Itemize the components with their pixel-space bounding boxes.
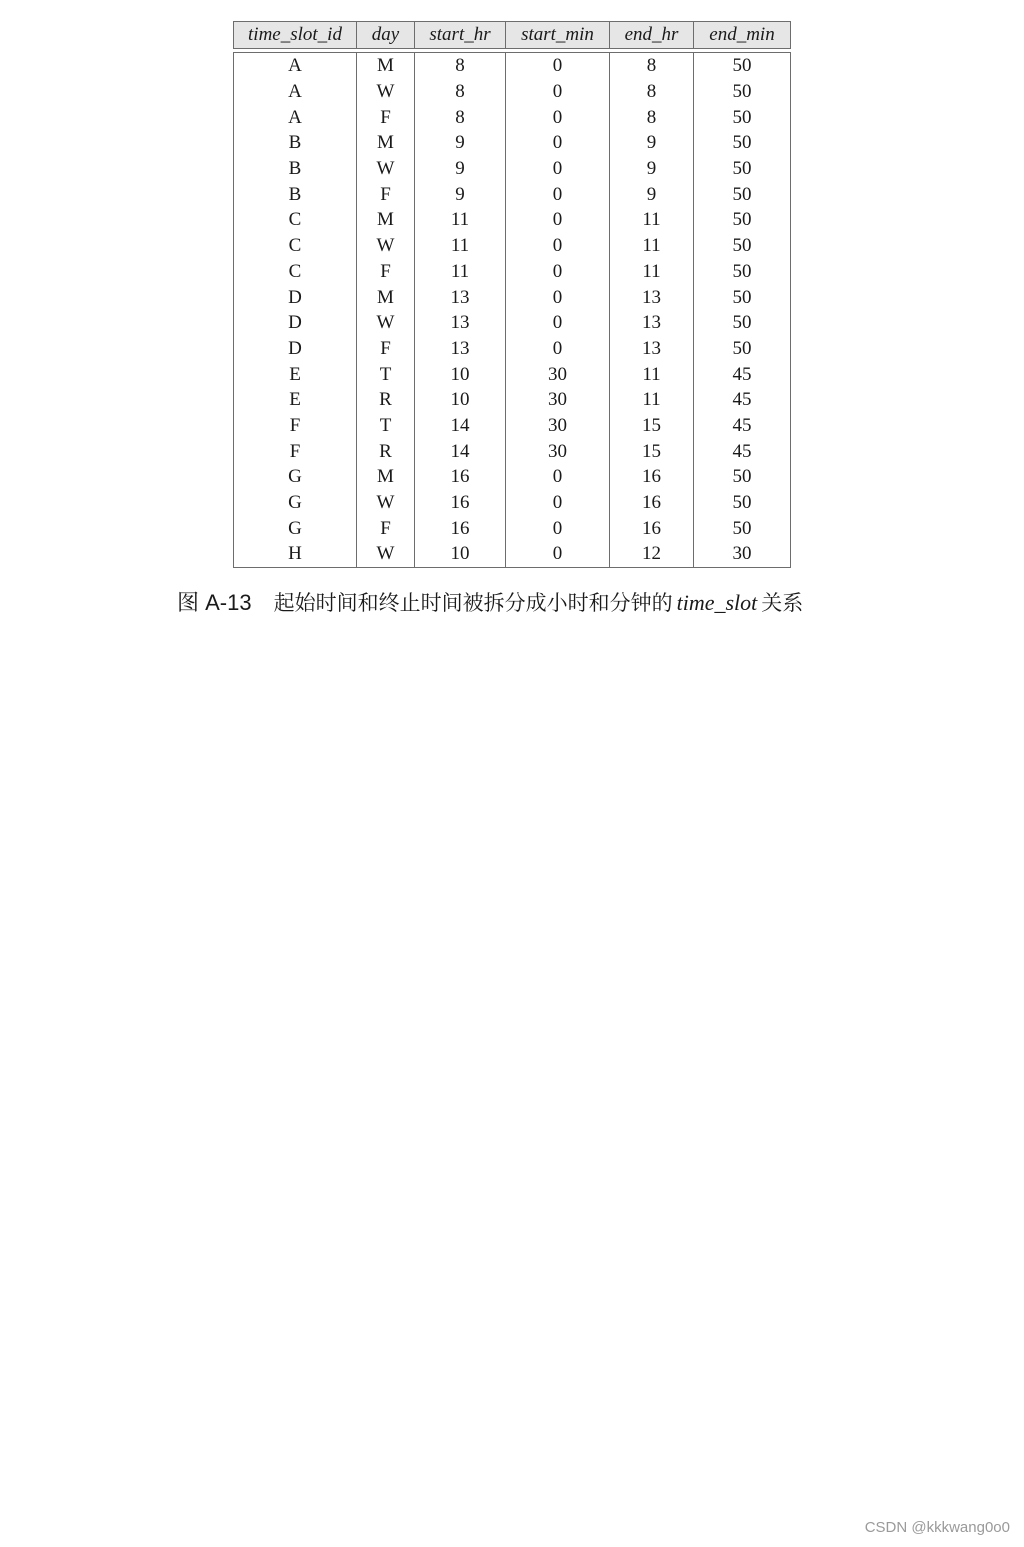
cell-end-hr: 9 <box>610 156 694 182</box>
cell-start-hr: 16 <box>415 490 506 516</box>
cell-end-min: 50 <box>694 130 791 156</box>
cell-day: M <box>357 464 415 490</box>
cell-day: F <box>357 515 415 541</box>
column-header-end-min: end_min <box>694 22 791 49</box>
time-slot-table <box>233 21 791 568</box>
cell-time-slot-id: D <box>234 284 357 310</box>
cell-day: W <box>357 541 415 567</box>
cell-end-hr: 15 <box>610 438 694 464</box>
cell-start-min: 0 <box>506 79 610 105</box>
column-header-start-hr: start_hr <box>415 22 506 49</box>
cell-day: R <box>357 438 415 464</box>
cell-end-hr: 11 <box>610 233 694 259</box>
cell-end-min: 50 <box>694 284 791 310</box>
table-row <box>234 207 791 233</box>
cell-start-min: 0 <box>506 490 610 516</box>
table-row <box>234 53 791 79</box>
cell-start-min: 0 <box>506 464 610 490</box>
cell-day: M <box>357 130 415 156</box>
cell-end-hr: 8 <box>610 79 694 105</box>
cell-start-hr: 13 <box>415 310 506 336</box>
cell-time-slot-id: B <box>234 156 357 182</box>
cell-start-min: 0 <box>506 53 610 79</box>
table-row <box>234 310 791 336</box>
cell-end-min: 50 <box>694 53 791 79</box>
table-body <box>234 53 791 568</box>
table-row <box>234 336 791 362</box>
cell-time-slot-id: B <box>234 181 357 207</box>
cell-time-slot-id: C <box>234 259 357 285</box>
table-row <box>234 413 791 439</box>
cell-start-hr: 9 <box>415 156 506 182</box>
cell-start-min: 0 <box>506 259 610 285</box>
cell-end-hr: 16 <box>610 490 694 516</box>
column-header-start-min: start_min <box>506 22 610 49</box>
cell-end-min: 50 <box>694 104 791 130</box>
cell-start-hr: 11 <box>415 233 506 259</box>
cell-start-min: 30 <box>506 387 610 413</box>
table-row <box>234 284 791 310</box>
cell-end-min: 30 <box>694 541 791 567</box>
cell-day: F <box>357 104 415 130</box>
cell-start-min: 30 <box>506 438 610 464</box>
cell-start-min: 0 <box>506 130 610 156</box>
cell-start-min: 30 <box>506 361 610 387</box>
cell-day: R <box>357 387 415 413</box>
cell-time-slot-id: B <box>234 130 357 156</box>
cell-time-slot-id: C <box>234 233 357 259</box>
table-row <box>234 130 791 156</box>
cell-start-hr: 9 <box>415 181 506 207</box>
cell-end-hr: 15 <box>610 413 694 439</box>
cell-time-slot-id: F <box>234 438 357 464</box>
cell-time-slot-id: F <box>234 413 357 439</box>
cell-end-min: 50 <box>694 79 791 105</box>
table-row <box>234 490 791 516</box>
cell-start-min: 0 <box>506 541 610 567</box>
cell-end-min: 45 <box>694 387 791 413</box>
cell-time-slot-id: C <box>234 207 357 233</box>
cell-end-min: 50 <box>694 310 791 336</box>
cell-start-hr: 16 <box>415 515 506 541</box>
cell-end-hr: 8 <box>610 104 694 130</box>
caption-term: time_slot <box>676 590 758 615</box>
cell-start-hr: 10 <box>415 361 506 387</box>
table-row <box>234 104 791 130</box>
cell-day: M <box>357 207 415 233</box>
cell-day: W <box>357 156 415 182</box>
column-header-end-hr: end_hr <box>610 22 694 49</box>
cell-time-slot-id: D <box>234 310 357 336</box>
cell-end-hr: 16 <box>610 515 694 541</box>
column-header-time-slot-id: time_slot_id <box>234 22 357 49</box>
cell-end-min: 50 <box>694 515 791 541</box>
cell-day: T <box>357 413 415 439</box>
cell-start-min: 0 <box>506 207 610 233</box>
cell-end-hr: 9 <box>610 181 694 207</box>
cell-start-hr: 13 <box>415 284 506 310</box>
cell-day: W <box>357 490 415 516</box>
cell-start-min: 0 <box>506 104 610 130</box>
cell-start-min: 0 <box>506 284 610 310</box>
cell-end-min: 45 <box>694 361 791 387</box>
cell-day: T <box>357 361 415 387</box>
cell-start-min: 0 <box>506 310 610 336</box>
table-row <box>234 464 791 490</box>
cell-start-hr: 14 <box>415 438 506 464</box>
cell-start-hr: 8 <box>415 79 506 105</box>
cell-time-slot-id: G <box>234 515 357 541</box>
cell-start-hr: 14 <box>415 413 506 439</box>
cell-day: F <box>357 259 415 285</box>
table-header <box>234 22 791 49</box>
cell-end-hr: 13 <box>610 310 694 336</box>
cell-end-hr: 9 <box>610 130 694 156</box>
cell-end-min: 50 <box>694 490 791 516</box>
cell-time-slot-id: A <box>234 53 357 79</box>
cell-day: M <box>357 53 415 79</box>
cell-day: W <box>357 233 415 259</box>
cell-start-hr: 9 <box>415 130 506 156</box>
cell-end-min: 50 <box>694 207 791 233</box>
cell-time-slot-id: A <box>234 79 357 105</box>
cell-day: F <box>357 336 415 362</box>
table-row <box>234 387 791 413</box>
cell-end-hr: 13 <box>610 284 694 310</box>
cell-end-min: 50 <box>694 336 791 362</box>
cell-end-hr: 12 <box>610 541 694 567</box>
cell-end-hr: 11 <box>610 259 694 285</box>
cell-end-min: 50 <box>694 464 791 490</box>
cell-end-hr: 11 <box>610 387 694 413</box>
cell-start-min: 30 <box>506 413 610 439</box>
caption-suffix: 关系 <box>761 591 804 615</box>
cell-start-hr: 16 <box>415 464 506 490</box>
table-row <box>234 156 791 182</box>
cell-start-min: 0 <box>506 336 610 362</box>
table-row <box>234 515 791 541</box>
cell-day: W <box>357 79 415 105</box>
cell-start-hr: 13 <box>415 336 506 362</box>
cell-end-hr: 16 <box>610 464 694 490</box>
cell-end-min: 50 <box>694 259 791 285</box>
cell-end-hr: 11 <box>610 207 694 233</box>
cell-start-hr: 10 <box>415 541 506 567</box>
cell-start-min: 0 <box>506 156 610 182</box>
column-header-day: day <box>357 22 415 49</box>
cell-start-min: 0 <box>506 515 610 541</box>
cell-day: F <box>357 181 415 207</box>
cell-time-slot-id: D <box>234 336 357 362</box>
watermark: CSDN @kkkwang0o0 <box>864 1519 1010 1536</box>
cell-start-hr: 11 <box>415 259 506 285</box>
table-row <box>234 181 791 207</box>
cell-start-hr: 11 <box>415 207 506 233</box>
cell-start-min: 0 <box>506 181 610 207</box>
relation-figure <box>233 21 790 568</box>
caption-text: 起始时间和终止时间被拆分成小时和分钟的 <box>273 591 673 615</box>
cell-time-slot-id: G <box>234 490 357 516</box>
cell-time-slot-id: G <box>234 464 357 490</box>
cell-end-min: 50 <box>694 233 791 259</box>
cell-end-min: 45 <box>694 413 791 439</box>
caption-label: 图 A-13 <box>177 590 252 615</box>
cell-start-hr: 8 <box>415 53 506 79</box>
cell-end-hr: 11 <box>610 361 694 387</box>
table-row <box>234 361 791 387</box>
cell-day: W <box>357 310 415 336</box>
table-row <box>234 541 791 567</box>
cell-start-min: 0 <box>506 233 610 259</box>
cell-time-slot-id: E <box>234 387 357 413</box>
cell-time-slot-id: H <box>234 541 357 567</box>
cell-end-min: 45 <box>694 438 791 464</box>
cell-time-slot-id: E <box>234 361 357 387</box>
table-row <box>234 259 791 285</box>
table-row <box>234 233 791 259</box>
cell-end-min: 50 <box>694 156 791 182</box>
cell-start-hr: 10 <box>415 387 506 413</box>
figure-caption <box>177 590 803 616</box>
cell-start-hr: 8 <box>415 104 506 130</box>
table-row <box>234 438 791 464</box>
header-row <box>234 22 791 49</box>
cell-end-hr: 13 <box>610 336 694 362</box>
cell-end-min: 50 <box>694 181 791 207</box>
cell-time-slot-id: A <box>234 104 357 130</box>
table-row <box>234 79 791 105</box>
cell-end-hr: 8 <box>610 53 694 79</box>
cell-day: M <box>357 284 415 310</box>
